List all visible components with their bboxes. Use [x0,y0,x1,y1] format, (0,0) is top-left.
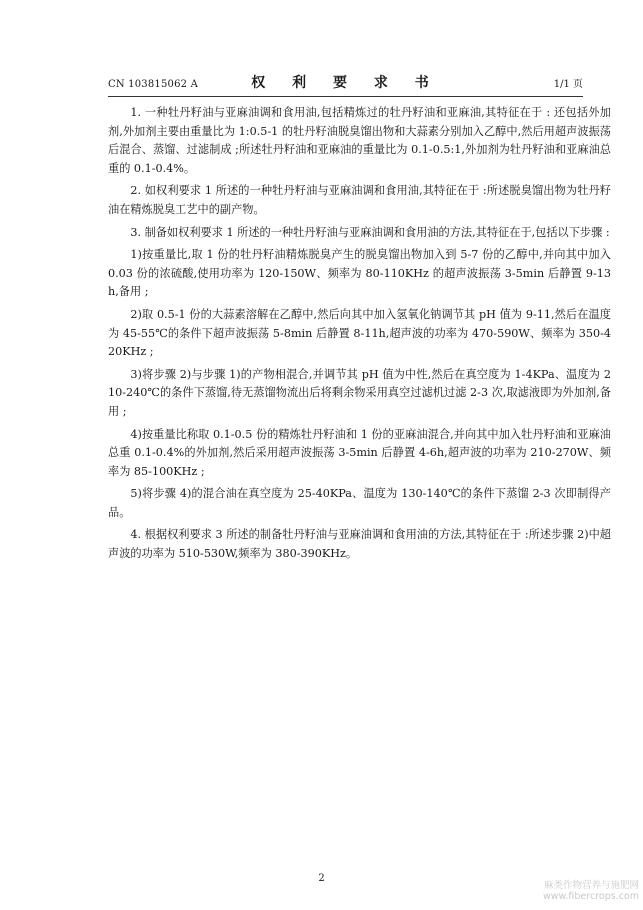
header-divider [108,96,583,97]
claim-3: 3. 制备如权利要求 1 所述的一种牡丹籽油与亚麻油调和食用油的方法,其特征在于,包括以下步骤 : [130,225,610,239]
document-title: 权 利 要 求 书 [251,75,440,91]
claim-3-step-4: 4)按重量比称取 0.1-0.5 份的精炼牡丹籽油和 1 份的亚麻油混合,并向其中加入牡丹籽油和亚麻油总重 0.1-0.4%的外加剂,然后采用超声波振荡 3-5min 后静置 4-6h,超声波的功率为 210-270W、频率为 85-100KHz ; [108,427,611,478]
watermark-line-2: www.fibercrops.com [542,891,639,902]
claim-3-step-1: 1)按重量比,取 1 份的牡丹籽油精炼脱臭产生的脱臭馏出物加入到 5-7 份的乙醇中,并向其中加入 0.03 份的浓硫酸,使用功率为 120-150W、频率为 80-110KHz 的超声波振荡 3-5min 后静置 9-13h,备用 ; [108,248,611,299]
patent-number: CN 103815062 A [108,79,199,90]
page-number: 2 [318,873,325,884]
claim-1: 1. 一种牡丹籽油与亚麻油调和食用油,包括精炼过的牡丹籽油和亚麻油,其特征在于 : 还包括外加剂,外加剂主要由重量比为 1:0.5-1 的牡丹籽油脱臭馏出物和大蒜素分别加入乙醇中,然后用超声波振荡后混合、蒸馏、过滤制成 ;所述牡丹籽油和亚麻油的重量比为 0.1-0.5:1,外加剂为牡丹籽油和亚麻油总重的 0.1-0.4%。 [108,106,611,175]
claims-body [108,104,611,568]
claim-4: 4. 根据权利要求 3 所述的制备牡丹籽油与亚麻油调和食用油的方法,其特征在于 :所述步骤 2)中超声波的功率为 510-530W,频率为 380-390KHz。 [108,528,611,561]
page-indicator: 1/1 页 [553,79,583,90]
page-header [108,72,583,94]
claim-2: 2. 如权利要求 1 所述的一种牡丹籽油与亚麻油调和食用油,其特征在于 :所述脱臭馏出物为牡丹籽油在精炼脱臭工艺中的副产物。 [108,184,611,216]
watermark-line-1: 麻类作物营养与施肥网 [543,880,639,891]
claim-3-step-3: 3)将步骤 2)与步骤 1)的产物相混合,并调节其 pH 值为中性,然后在真空度为 1-4KPa、温度为 210-240℃的条件下蒸馏,待无蒸馏物流出后将剩余物采用真空过滤机过滤 2-3 次,取滤液即为外加剂,备用 ; [108,367,611,418]
site-watermark [543,880,639,902]
claim-3-step-2: 2)取 0.5-1 份的大蒜素溶解在乙醇中,然后向其中加入氢氧化钠调节其 pH 值为 9-11,然后在温度为 45-55℃的条件下超声波振荡 5-8min 后静置 8-11h,超声波的功率为 470-590W、频率为 350-420KHz ; [108,307,611,359]
claim-3-step-5: 5)将步骤 4)的混合油在真空度为 25-40KPa、温度为 130-140℃的条件下蒸馏 2-3 次即制得产品。 [108,487,611,519]
